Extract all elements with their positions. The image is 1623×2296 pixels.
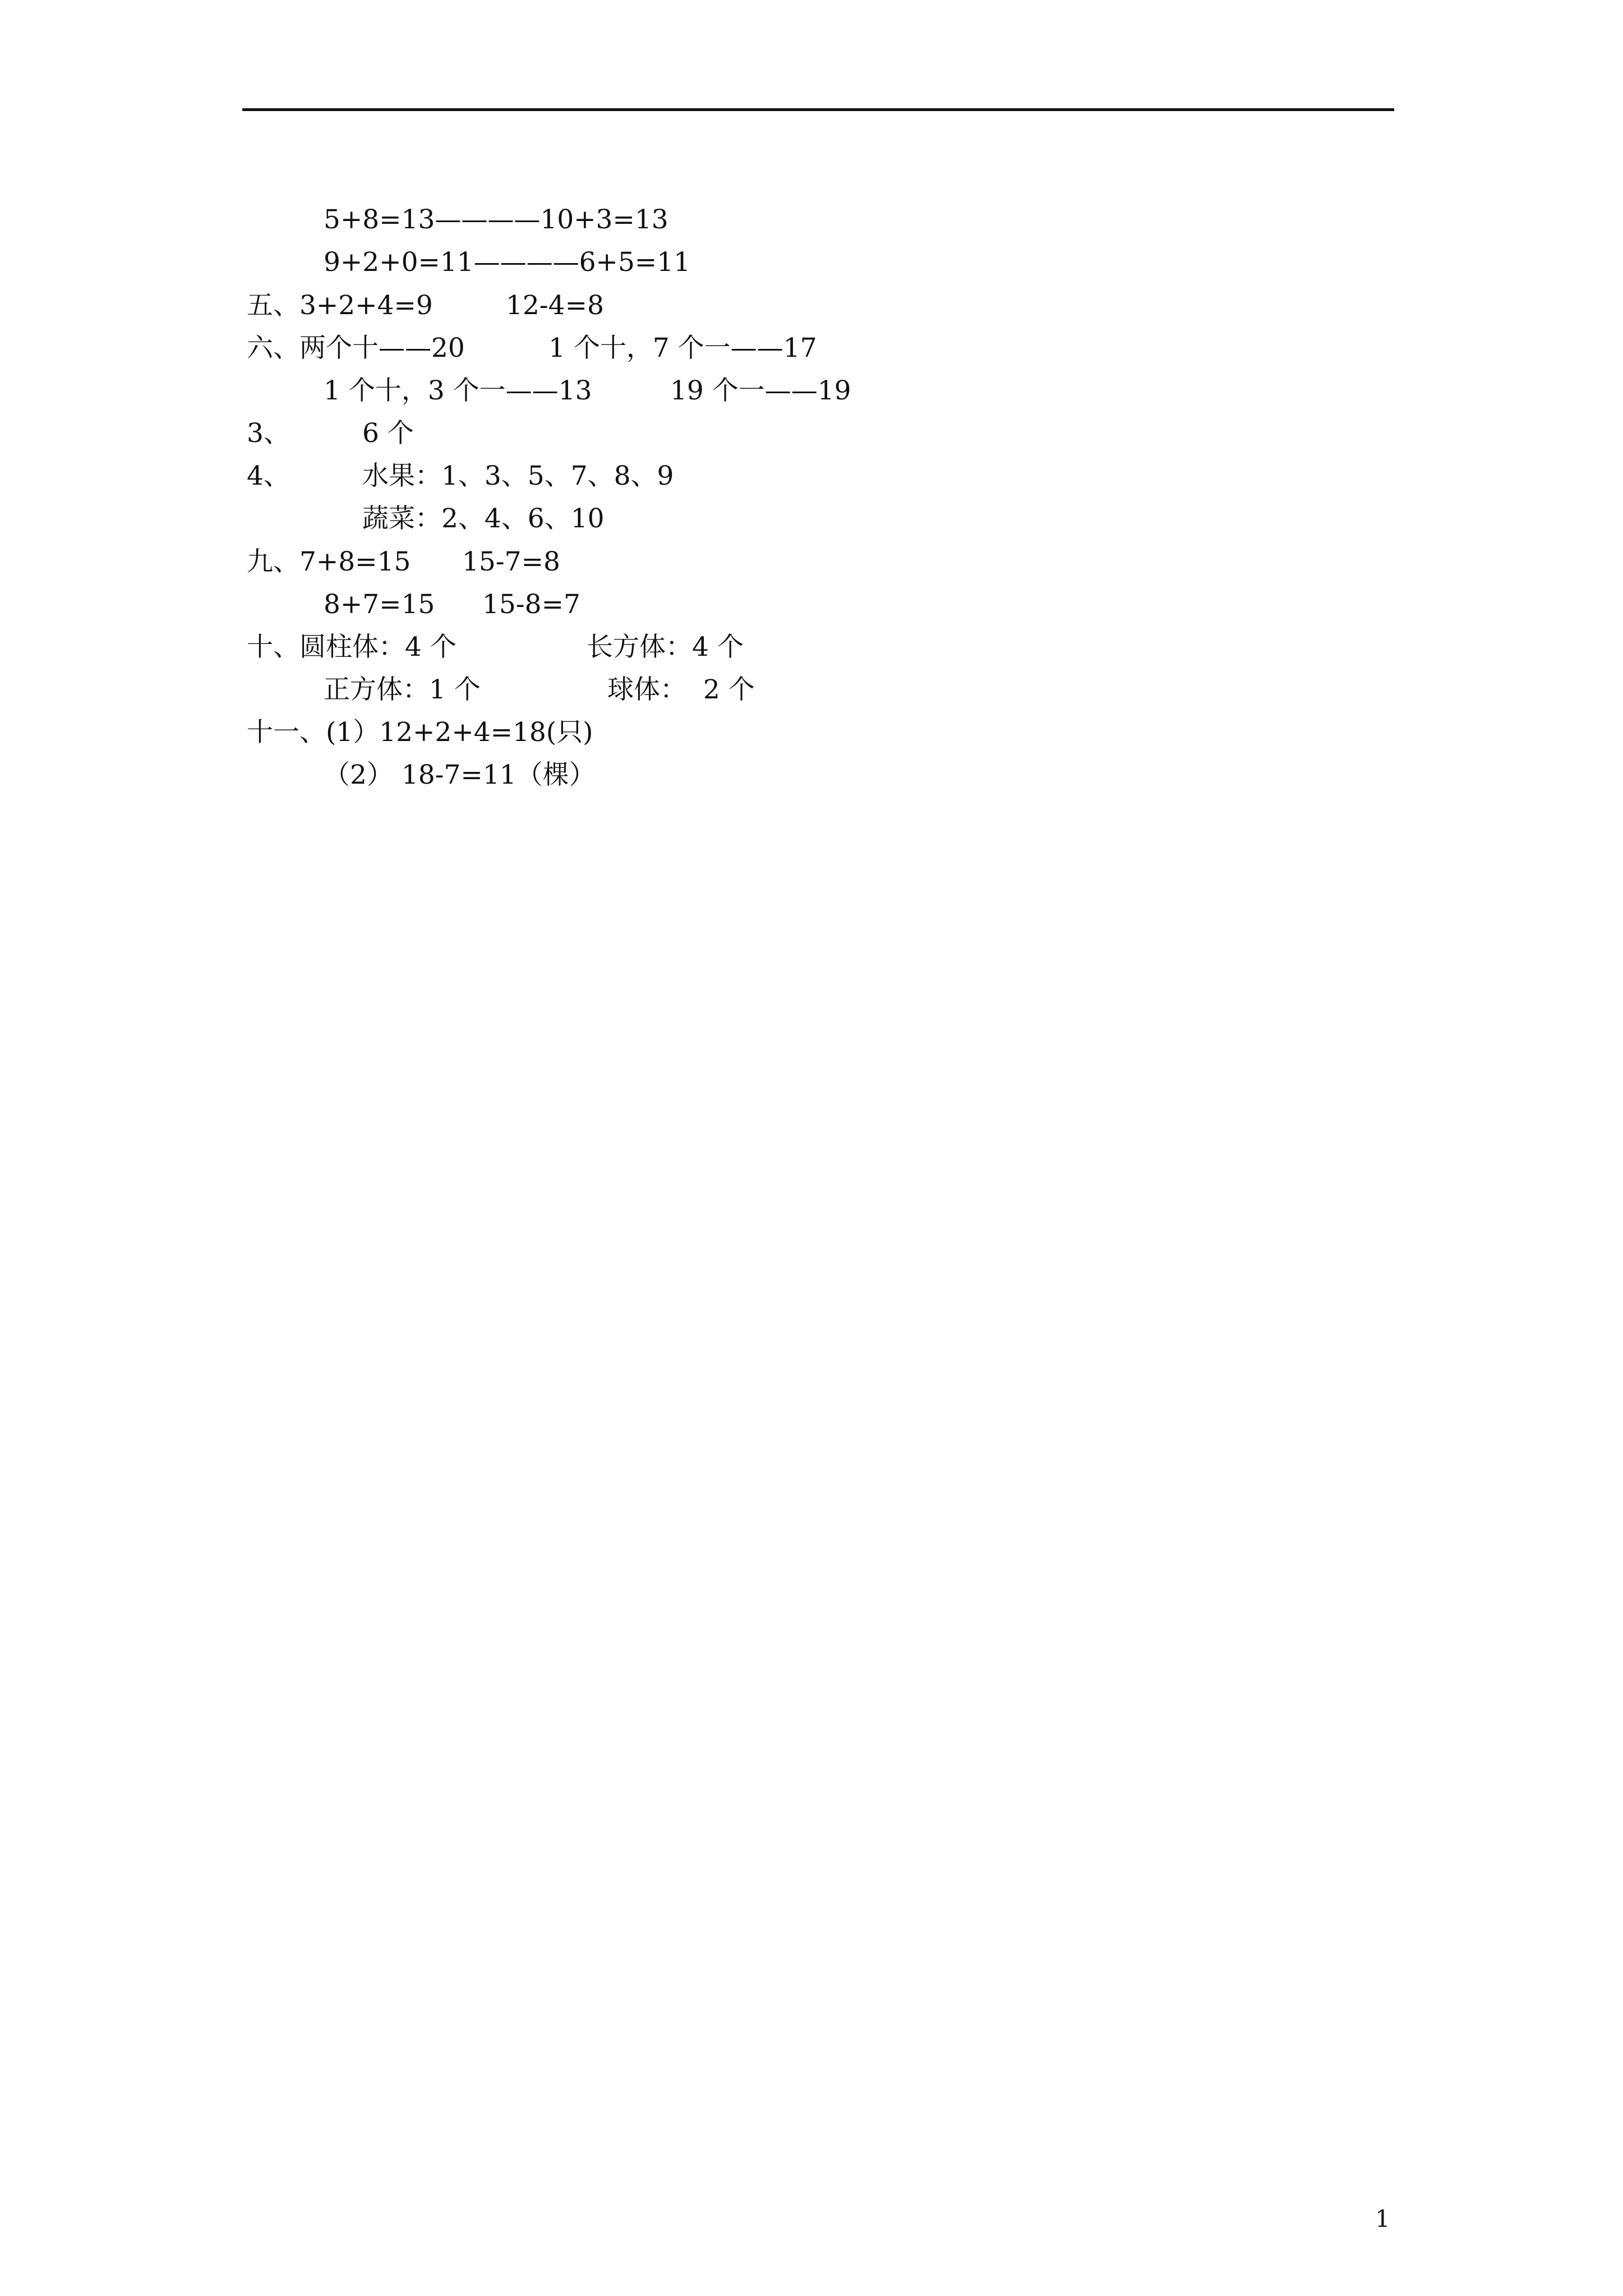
answer-text: （2） 18-7=11（棵） (324, 760, 596, 790)
answer-line (247, 545, 560, 579)
answer-text: 蔬菜：2、4、6、10 (362, 503, 605, 534)
answer-text: 六、两个十——20 (247, 333, 465, 364)
answer-line (247, 417, 414, 450)
answer-line (362, 502, 605, 536)
answer-text: 8+7=15 (324, 589, 435, 620)
answer-line (247, 289, 604, 323)
answer-line (324, 203, 668, 237)
answer-text: 十一、(1）12+2+4=18(只) (247, 717, 593, 748)
answer-text: 6 个 (362, 418, 414, 449)
answer-line (324, 758, 596, 792)
answer-text: 5+8=13————10+3=13 (324, 204, 668, 235)
answer-text: 9+2+0=11————6+5=11 (324, 247, 691, 278)
answer-text: 十、圆柱体：4 个 (247, 632, 457, 662)
answer-text: 15-8=7 (482, 589, 580, 620)
answer-text: 19 个一——19 (670, 375, 851, 406)
answer-line (324, 374, 851, 408)
answer-line (324, 246, 691, 279)
answer-text: 长方体：4 个 (587, 632, 744, 662)
answer-text: 15-7=8 (462, 546, 560, 577)
answer-text: 水果：1、3、5、7、8、9 (362, 461, 674, 491)
answer-text: 1 个十，3 个一——13 (324, 375, 592, 406)
answer-text: 12-4=8 (506, 290, 604, 321)
answer-text: 球体： 2 个 (607, 674, 755, 705)
answer-text: 1 个十，7 个一——17 (548, 333, 817, 364)
answer-line (324, 673, 755, 707)
answer-line (247, 631, 744, 664)
answer-line (247, 459, 674, 493)
answer-text: 3、 (247, 418, 290, 449)
answer-text: 正方体：1 个 (324, 674, 481, 705)
answer-text: 4、 (247, 461, 290, 491)
answer-line (324, 588, 580, 622)
page-number: 1 (1375, 2205, 1390, 2233)
header-rule (242, 108, 1394, 111)
answer-line (247, 716, 593, 749)
answer-line (247, 332, 817, 365)
answer-text: 九、7+8=15 (247, 546, 411, 577)
answer-text: 五、3+2+4=9 (247, 290, 433, 321)
